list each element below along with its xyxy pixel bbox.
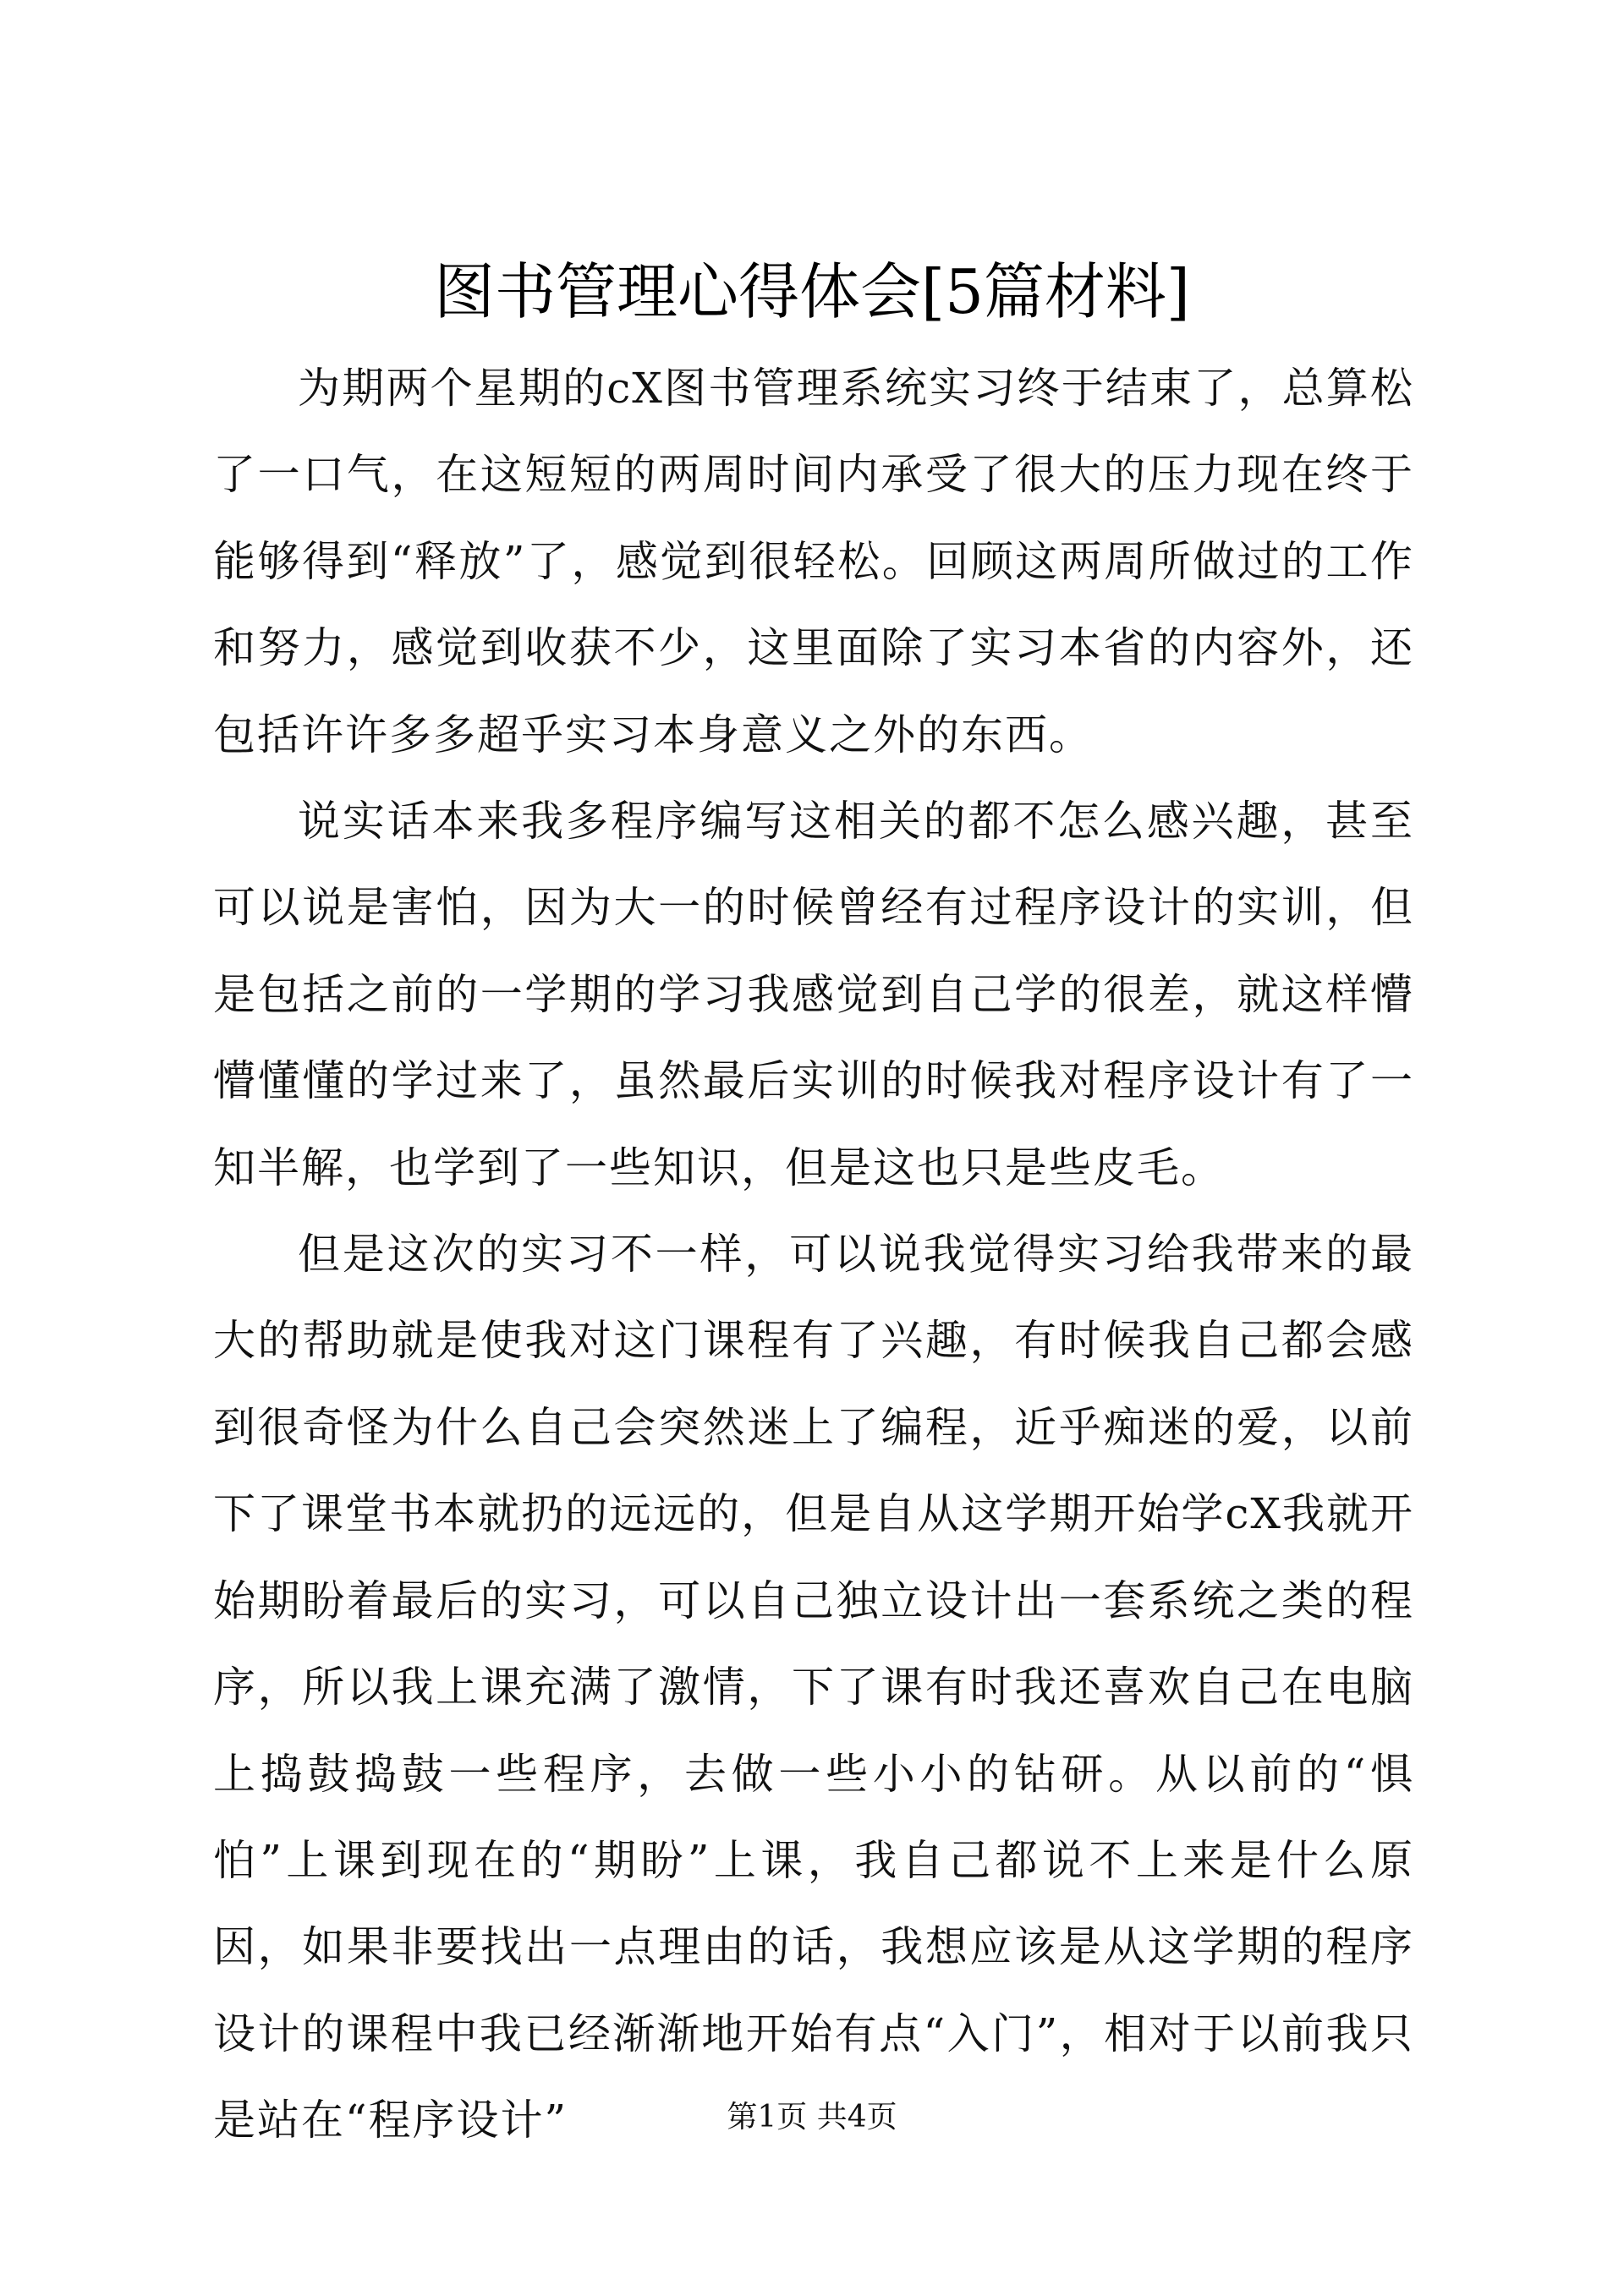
paragraph-3: 但是这次的实习不一样，可以说我觉得实习给我带来的最大的帮助就是使我对这门课程有了兴趣，有时候我自己都会感到很奇怪为什么自己会突然迷上了编程，近乎痴迷的爱，以前下了课堂书本就扔的远远的，但是自从这学期开始学cX我就开始期盼着最后的实习，可以自己独立设计出一套系统之类的程序，所以我上课充满了激情，下了课有时我还喜欢自己在电脑上捣鼓捣鼓一些程序，去做一些小小的钻研。从以前的“惧怕”上课到现在的“期盼”上课，我自己都说不上来是什么原因，如果非要找出一点理由的话，我想应该是从这学期的程序设计的课程中我已经渐渐地开始有点“入门”，相对于以前我只是站在“程序设计” — [213, 1230, 1414, 2145]
paragraph-1: 为期两个星期的cX图书管理系统实习终于结束了，总算松了一口气，在这短短的两周时间内承受了很大的压力现在终于能够得到“释放”了，感觉到很轻松。回顾这两周所做过的工作和努力，感觉到收获不少，这里面除了实习本省的内容外，还包括许许多多超乎实习本身意义之外的东西。 — [213, 364, 1414, 759]
document-title: 图书管理心得体会[5篇材料] — [434, 256, 1190, 327]
document-body — [213, 345, 1414, 2164]
paragraph-2: 说实话本来我多程序编写这相关的都不怎么感兴趣，甚至可以说是害怕，因为大一的时候曾经有过程序设计的实训，但是包括之前的一学期的学习我感觉到自己学的很差，就这样懵懵懂懂的学过来了，虽然最后实训的时候我对程序设计有了一知半解，也学到了一些知识，但是这也只是些皮毛。 — [213, 797, 1414, 1192]
page-footer: 第1页 共4页 — [727, 2100, 897, 2134]
